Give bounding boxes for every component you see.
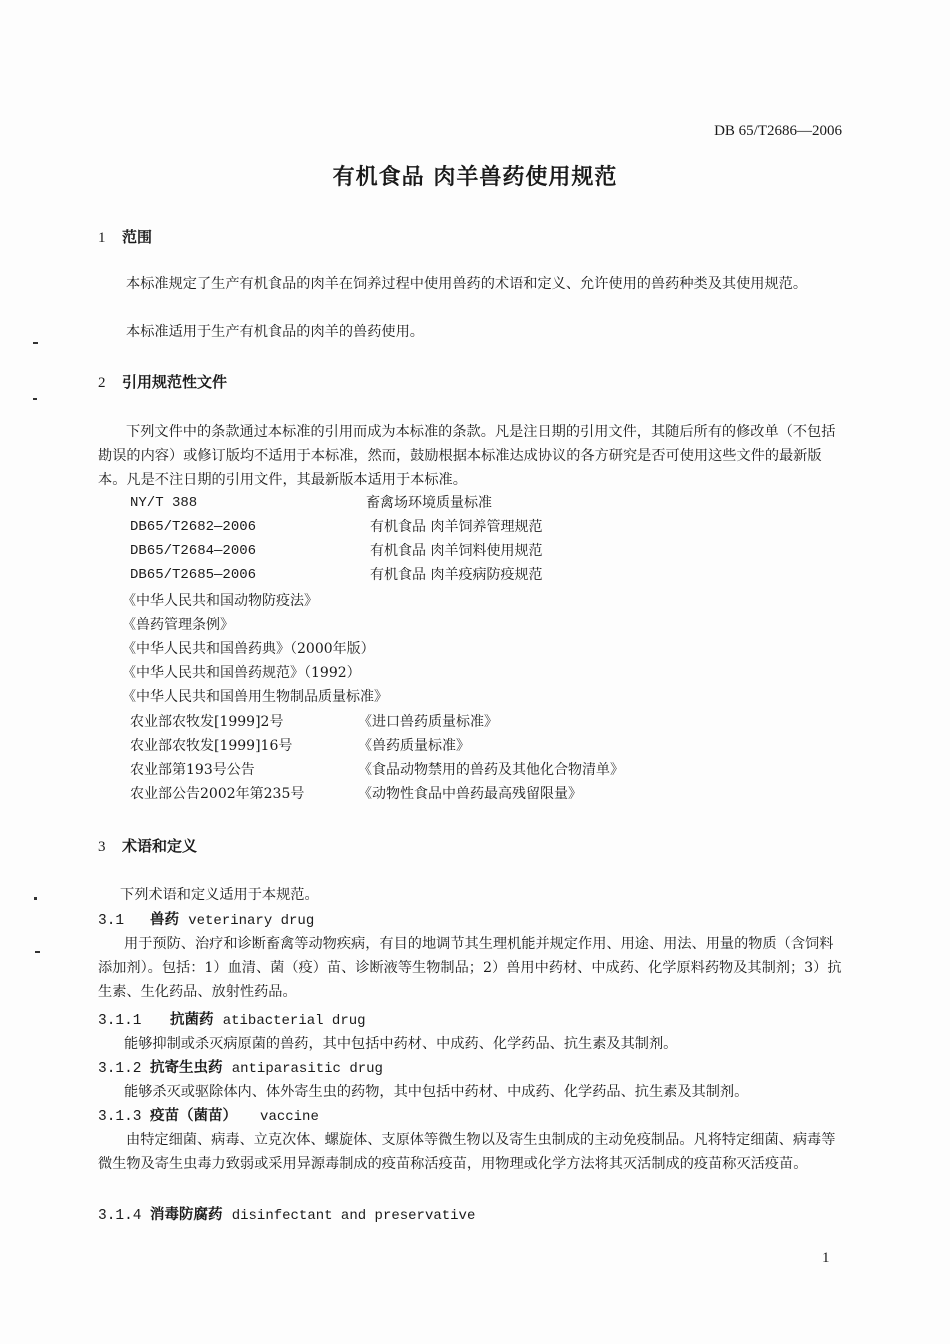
regulations-list	[122, 589, 388, 709]
list-item	[130, 734, 730, 758]
list-item: 《兽药管理条例》	[122, 617, 234, 633]
section-3-heading	[98, 835, 197, 856]
section-2-heading	[98, 371, 227, 392]
section-number: 3	[98, 839, 106, 855]
term-chinese: 抗寄生虫药	[150, 1060, 223, 1076]
notice-name: 《动物性食品中兽药最高残留限量》	[358, 786, 582, 802]
notice-name: 《食品动物禁用的兽药及其他化合物清单》	[358, 762, 624, 778]
term-3-1-2	[98, 1056, 383, 1077]
standard-name: 有机食品 肉羊饲养管理规范	[370, 519, 543, 535]
list-item: 《中华人民共和国兽用生物制品质量标准》	[122, 689, 388, 705]
term-english: disinfectant and preservative	[231, 1208, 476, 1224]
scan-mark	[34, 897, 37, 900]
term-3-1-definition: 用于预防、治疗和诊断畜禽等动物疾病，有目的地调节其生理机能并规定作用、用途、用法、用量的物质（含饲料添加剂）。包括：1）血清、菌（疫）苗、诊断液等生物制品；2）兽用中药材、中成药、化学原料药物及其制剂；3）抗生素、生化药品、放射性药品。	[98, 936, 842, 1000]
scan-mark	[33, 342, 38, 344]
term-chinese: 抗菌药	[170, 1012, 214, 1028]
term-3-1-1	[98, 1008, 366, 1029]
scope-paragraph-2: 本标准适用于生产有机食品的肉羊的兽药使用。	[126, 324, 424, 340]
standard-code: NY/T 388	[130, 495, 198, 511]
notices-list	[130, 710, 730, 806]
scan-mark	[33, 398, 37, 400]
notice-code: 农业部第193号公告	[130, 762, 255, 778]
list-item	[130, 758, 730, 782]
list-item: 《中华人民共和国兽药规范》（1992）	[122, 665, 361, 681]
notice-code: 农业部公告2002年第235号	[130, 786, 305, 802]
section-1-heading	[98, 226, 152, 247]
term-3-1-1-definition: 能够抑制或杀灭病原菌的兽药，其中包括中药材、中成药、化学药品、抗生素及其制剂。	[124, 1036, 678, 1052]
term-english: vaccine	[260, 1109, 319, 1125]
term-english: antiparasitic drug	[231, 1061, 383, 1077]
list-item	[130, 515, 730, 539]
scope-paragraph-1: 本标准规定了生产有机食品的肉羊在饲养过程中使用兽药的术语和定义、允许使用的兽药种类及其使用规范。	[126, 276, 808, 292]
list-item: 《中华人民共和国动物防疫法》	[122, 593, 318, 609]
term-3-1	[98, 908, 314, 929]
section-number: 2	[98, 375, 106, 391]
term-chinese: 兽药	[150, 912, 179, 928]
references-intro: 下列文件中的条款通过本标准的引用而成为本标准的条款。凡是注日期的引用文件，其随后所有的修改单（不包括勘误的内容）或修订版均不适用于本标准，然而，鼓励根据本标准达成协议的各方研究是否可使用这些文件的最新版本。凡是不注日期的引用文件，其最新版本适用于本标准。	[98, 424, 836, 488]
term-chinese: 消毒防腐药	[150, 1207, 223, 1223]
term-3-1-4	[98, 1203, 475, 1224]
list-item	[130, 491, 730, 515]
term-chinese: 疫苗（菌苗）	[150, 1108, 237, 1124]
term-english: veterinary drug	[188, 913, 315, 929]
standard-code: DB65/T2684—2006	[130, 543, 257, 559]
notice-name: 《进口兽药质量标准》	[358, 714, 498, 730]
standard-name: 畜禽场环境质量标准	[366, 495, 492, 511]
notice-code: 农业部农牧发[1999]2号	[130, 714, 284, 730]
section-number: 1	[98, 230, 106, 246]
list-item	[130, 539, 730, 563]
list-item	[130, 563, 730, 587]
list-item	[130, 710, 730, 734]
standard-code: DB 65/T2686—2006	[714, 123, 842, 139]
term-english: atibacterial drug	[222, 1013, 366, 1029]
term-number: 3.1	[98, 913, 125, 929]
scan-mark	[35, 951, 40, 953]
term-number: 3.1.2	[98, 1061, 142, 1077]
standard-name: 有机食品 肉羊饲料使用规范	[370, 543, 543, 559]
terms-intro: 下列术语和定义适用于本规范。	[120, 887, 319, 903]
standard-code: DB65/T2682—2006	[130, 519, 257, 535]
list-item: 《中华人民共和国兽药典》（2000年版）	[122, 641, 375, 657]
term-3-1-2-definition: 能够杀灭或驱除体内、体外寄生虫的药物，其中包括中药材、中成药、化学药品、抗生素及其制剂。	[124, 1084, 749, 1100]
standard-code: DB65/T2685—2006	[130, 567, 257, 583]
section-title: 术语和定义	[122, 837, 198, 855]
standards-list	[130, 491, 730, 587]
section-title: 引用规范性文件	[122, 373, 228, 391]
term-3-1-3-definition: 由特定细菌、病毒、立克次体、螺旋体、支原体等微生物以及寄生虫制成的主动免疫制品。凡将特定细菌、病毒等微生物及寄生虫毒力致弱或采用异源毒制成的疫苗称活疫苗，用物理或化学方法将其灭活制成的疫苗称灭活疫苗。	[98, 1132, 836, 1172]
term-number: 3.1.3	[98, 1109, 142, 1125]
standard-name: 有机食品 肉羊疫病防疫规范	[370, 567, 543, 583]
notice-code: 农业部农牧发[1999]16号	[130, 738, 293, 754]
list-item	[130, 782, 730, 806]
term-number: 3.1.1	[98, 1013, 142, 1029]
page-number: 1	[822, 1250, 830, 1266]
notice-name: 《兽药质量标准》	[358, 738, 470, 754]
section-title: 范围	[122, 228, 153, 246]
document-title: 有机食品 肉羊兽药使用规范	[332, 165, 618, 190]
term-number: 3.1.4	[98, 1208, 142, 1224]
term-3-1-3	[98, 1104, 319, 1125]
